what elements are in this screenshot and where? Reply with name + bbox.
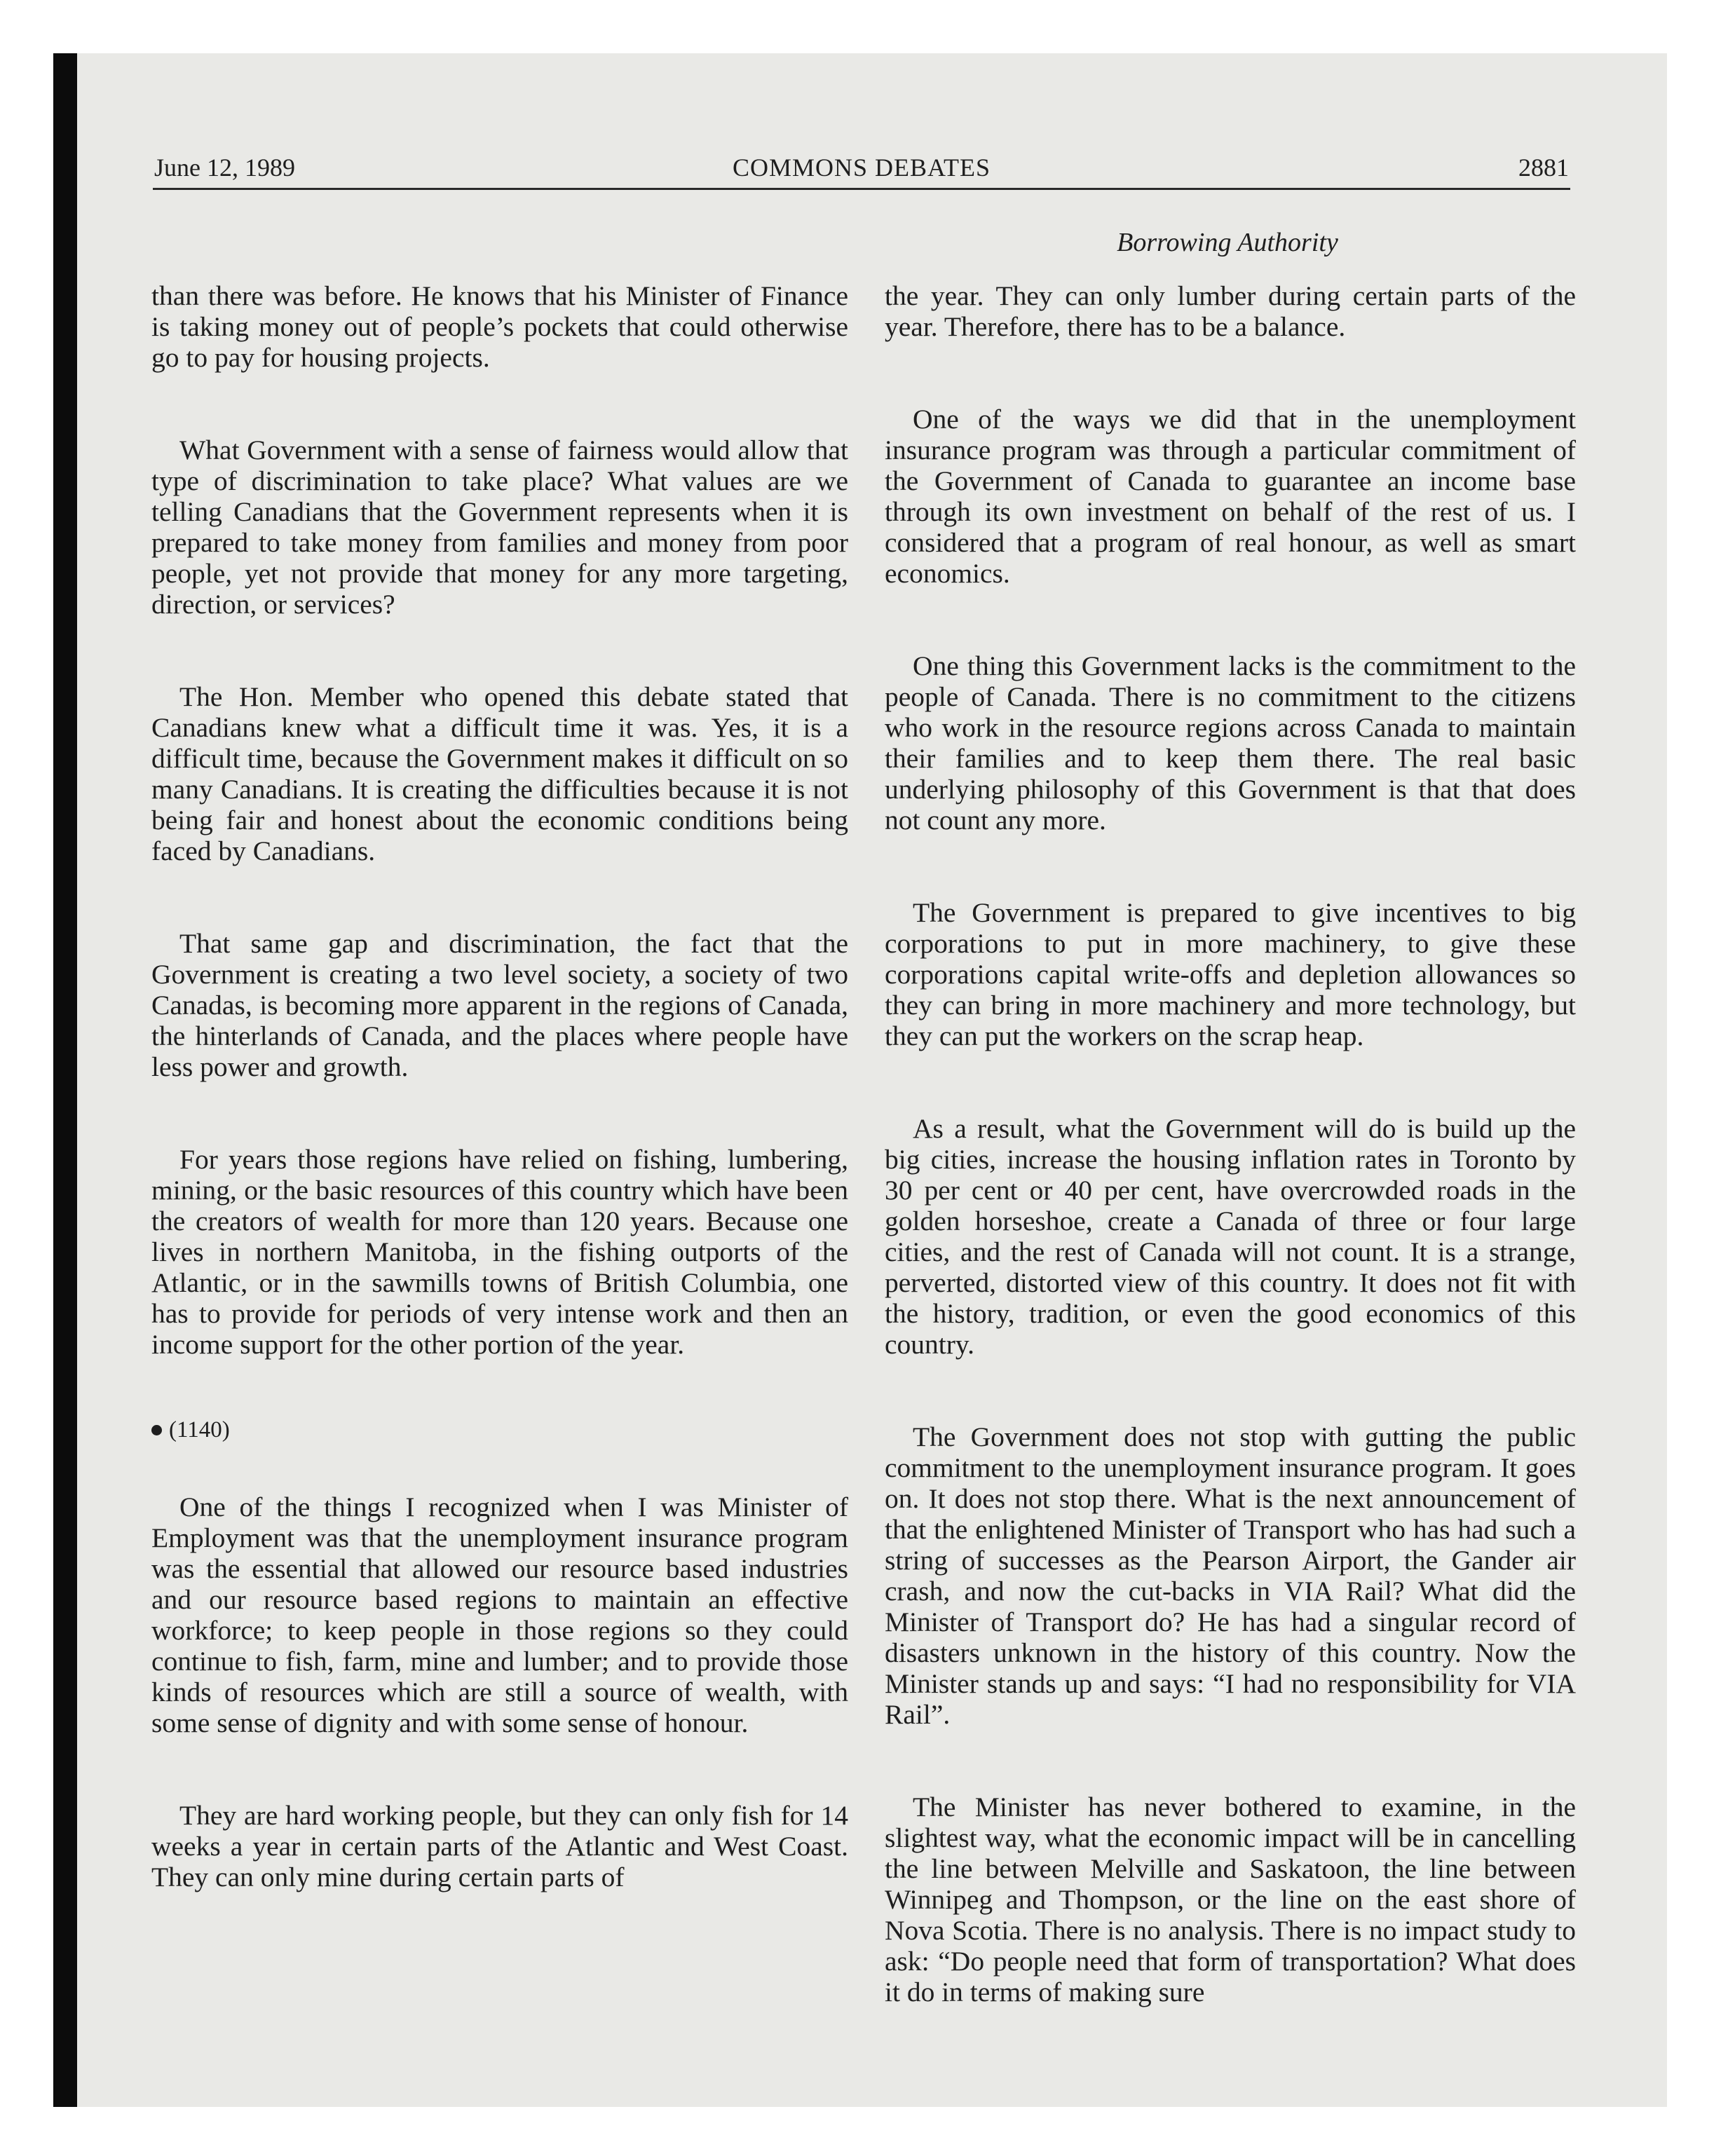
paragraph: the year. They can only lumber during certain parts of the year. Therefore, there has to be a balance. <box>885 280 1576 342</box>
paragraph: One thing this Government lacks is the commitment to the people of Canada. There is no commitment to the citizens who work in the resource regions across Canada to maintain their families and to keep them there. The real basic underlying philosophy of this Government is that that does not count any more. <box>885 650 1576 835</box>
paragraph: The Hon. Member who opened this debate stated that Canadians knew what a difficult time it was. Yes, it is a difficult time, because the Government makes it difficult on so many Canadians. It is creating the difficulties because it is not being fair and honest about the economic conditions being faced by Canadians. <box>151 681 848 866</box>
paragraph: As a result, what the Government will do is build up the big cities, increase the housing inflation rates in Toronto by 30 per cent or 40 per cent, have overcrowded roads in the golden horseshoe, create a Canada of three or four large cities, and the rest of Canada will not count. It is a strange, perverted, distorted view of this country. It does not fit with the history, tradition, or even the good economics of this country. <box>885 1113 1576 1360</box>
paragraph: than there was before. He knows that his Minister of Finance is taking money out of people’s pockets that could otherwise go to pay for housing projects. <box>151 280 848 373</box>
paragraph: For years those regions have relied on fishing, lumbering, mining, or the basic resources of this country which have been the creators of wealth for more than 120 years. Because one lives in northern Manitoba, in the fishing outports of the Atlantic, or in the sawmills towns of British Columbia, one has to provide for periods of very intense work and then an income support for the other portion of the year. <box>151 1144 848 1360</box>
left-column <box>151 280 848 1954</box>
paragraph: They are hard working people, but they can only fish for 14 weeks a year in certain parts of the Atlantic and West Coast. They can only mine during certain parts of <box>151 1800 848 1892</box>
header-page-number: 2881 <box>1518 153 1569 182</box>
paragraph: What Government with a sense of fairness would allow that type of discrimination to take place? What values are we telling Canadians that the Government represents when it is prepared to take money from families and money from poor people, yet not provide that money for any more targeting, direction, or services? <box>151 435 848 620</box>
paragraph: One of the ways we did that in the unemployment insurance program was through a particular commitment of the Government of Canada to guarantee an income base through its own investment on behalf of the rest of us. I considered that a program of real honour, as well as smart economics. <box>885 404 1576 589</box>
time-stamp-label: (1140) <box>169 1417 230 1442</box>
header-date: June 12, 1989 <box>154 153 295 182</box>
paragraph: One of the things I recognized when I was Minister of Employment was that the unemployment insurance program was the essential that allowed our resource based industries and our resource based regions to maintain an effective workforce; to keep people in those regions so they could continue to fish, farm, mine and lumber; and to provide those kinds of resources which are still a source of wealth, with some sense of dignity and with some sense of honour. <box>151 1492 848 1738</box>
paragraph: The Government is prepared to give incentives to big corporations to put in more machinery, to give these corporations capital write-offs and depletion allowances so they can bring in more machinery and more technology, but they can put the workers on the scrap heap. <box>885 897 1576 1051</box>
section-heading: Borrowing Authority <box>1117 228 1338 257</box>
time-stamp <box>151 1414 848 1445</box>
running-head <box>154 149 1569 186</box>
header-publication: COMMONS DEBATES <box>732 153 991 182</box>
header-rule <box>153 188 1570 190</box>
binding-edge <box>53 53 77 2107</box>
paragraph: That same gap and discrimination, the fact that the Government is creating a two level society, a society of two Canadas, is becoming more apparent in the regions of Canada, the hinterlands of Canada, and the places where people have less power and growth. <box>151 928 848 1082</box>
bullet-icon <box>151 1425 162 1435</box>
paragraph: The Government does not stop with gutting the public commitment to the unemployment insurance program. It goes on. It does not stop there. What is the next announcement of that the enlightened Minister of Transport who has had such a string of successes as the Pearson Airport, the Gander air crash, and now the cut-backs in VIA Rail? What did the Minister of Transport do? He has had a singular record of disasters unknown in the history of this country. Now the Minister stands up and says: “I had no responsibility for VIA Rail”. <box>885 1421 1576 1730</box>
paragraph: The Minister has never bothered to examine, in the slightest way, what the economic impact will be in cancelling the line between Melville and Saskatoon, the line between Winnipeg and Thompson, or the line on the east shore of Nova Scotia. There is no analysis. There is no impact study to ask: “Do people need that form of transportation? What does it do in terms of making sure <box>885 1792 1576 2007</box>
right-column <box>885 280 1576 2069</box>
